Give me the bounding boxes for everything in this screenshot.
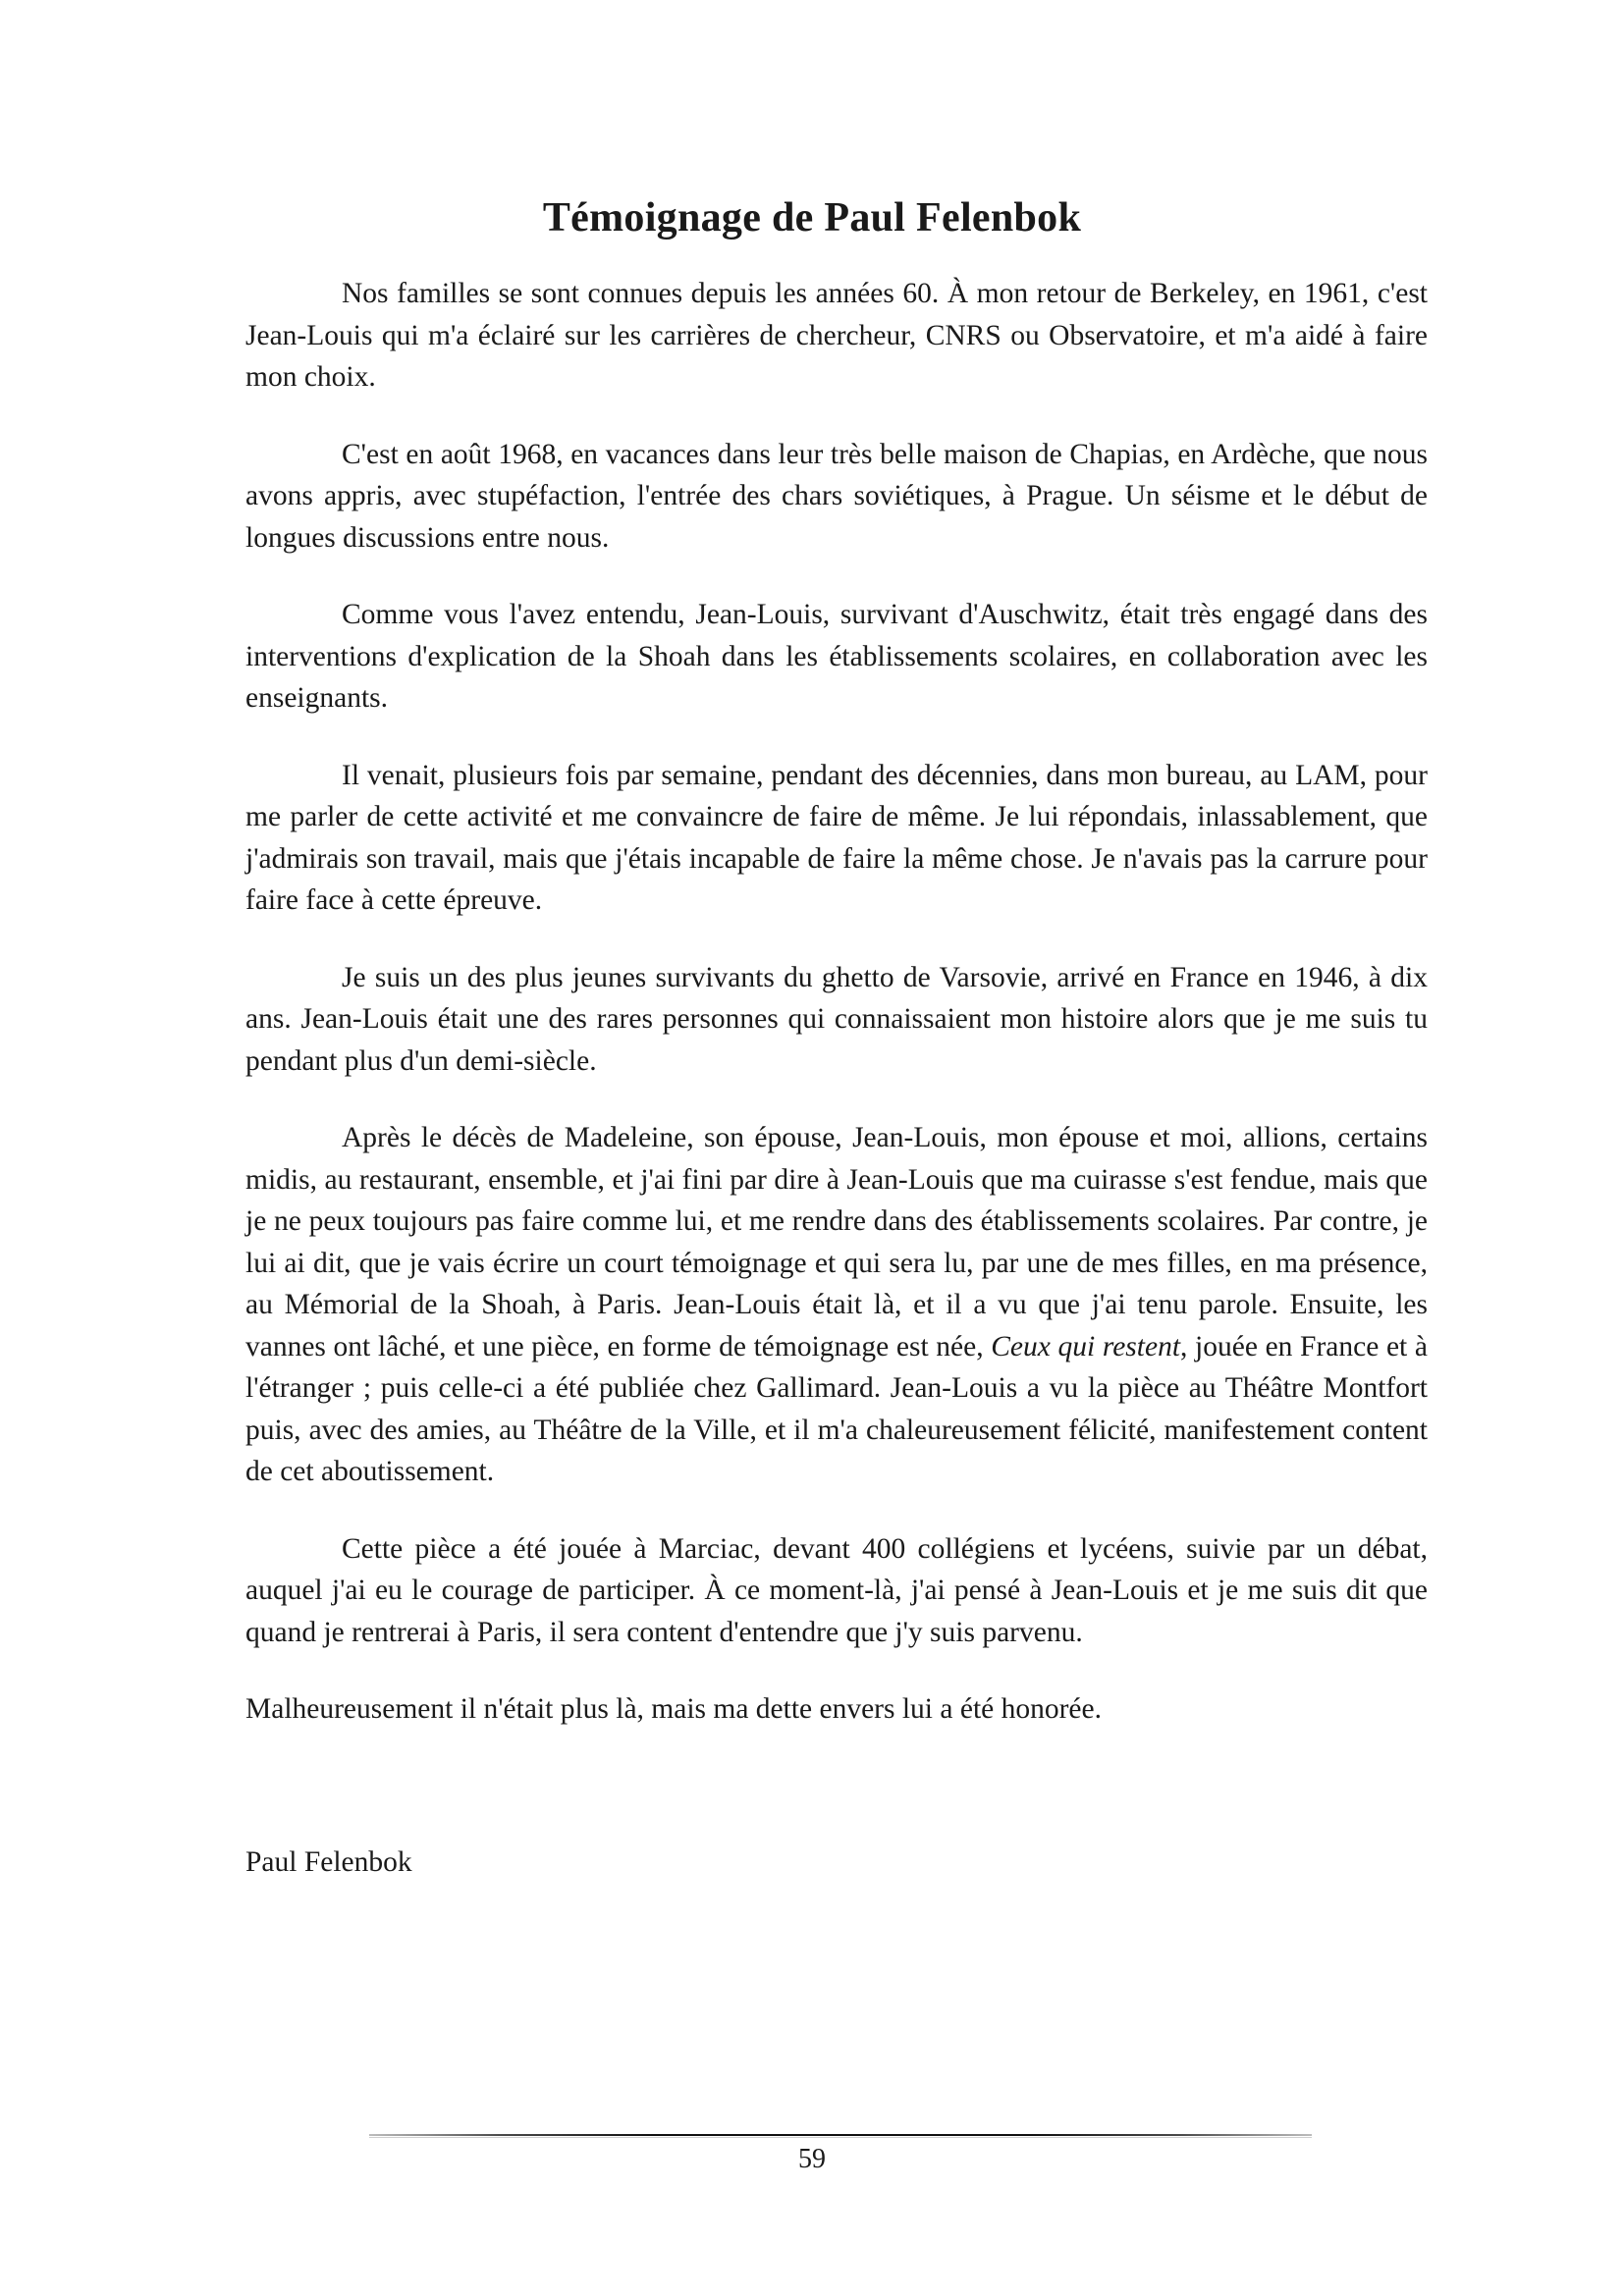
page-title: Témoignage de Paul Felenbok: [542, 195, 1082, 240]
page-number: 59: [798, 2144, 826, 2174]
footer-rule-underline: [369, 2137, 1312, 2138]
paragraph-3: Comme vous l'avez entendu, Jean-Louis, survivant d'Auschwitz, était très engagé dans des interventions d'explication de la Shoah dans les établissements scolaires, en collaboration avec les enseignants.: [245, 599, 1428, 714]
paragraph-2: C'est en août 1968, en vacances dans leur très belle maison de Chapias, en Ardèche, que nous avons appris, avec stupéfaction, l'entrée des chars soviétiques, à Prague. Un séisme et le début de longues discussions entre nous.: [245, 438, 1428, 554]
paragraph-6: [245, 1117, 1428, 1493]
paragraph-6-text-part-2: , jouée en France et à l'étranger ; puis celle-ci a été publiée chez Gallimard. Jean-Louis a vu la pièce au Théâtre Montfort puis, avec des amies, au Théâtre de la Ville, et il m'a chaleureusement félicité, manifestement content de cet aboutissement.: [245, 1330, 1428, 1487]
signature: Paul Felenbok: [245, 1846, 412, 1878]
footer-rule: [369, 2134, 1312, 2136]
paragraph-7: Cette pièce a été jouée à Marciac, devant 400 collégiens et lycéens, suivie par un débat, auquel j'ai eu le courage de participer. À ce moment-là, j'ai pensé à Jean-Louis et je me suis dit que quand je rentrerai à Paris, il sera content d'entendre que j'y suis parvenu.: [245, 1532, 1428, 1648]
body-text: [245, 273, 1428, 1731]
paragraph-5: Je suis un des plus jeunes survivants du ghetto de Varsovie, arrivé en France en 1946, à dix ans. Jean-Louis était une des rares personnes qui connaissaient mon histoire alors que je me suis tu pendant plus d'un demi-siècle.: [245, 961, 1428, 1077]
closing-line: Malheureusement il n'était plus là, mais ma dette envers lui a été honorée.: [245, 1693, 1102, 1725]
paragraph-4: Il venait, plusieurs fois par semaine, pendant des décennies, dans mon bureau, au LAM, pour me parler de cette activité et me convaincre de faire de même. Je lui répondais, inlassablement, que j'admirais son travail, mais que j'étais incapable de faire la même chose. Je n'avais pas la carrure pour faire face à cette épreuve.: [245, 759, 1428, 916]
paragraph-1: Nos familles se sont connues depuis les années 60. À mon retour de Berkeley, en 1961, c'est Jean-Louis qui m'a éclairé sur les carrières de chercheur, CNRS ou Observatoire, et m'a aidé à faire mon choix.: [245, 278, 1428, 393]
paragraph-6-text-part-1: Après le décès de Madeleine, son épouse, Jean-Louis, mon épouse et moi, allions, certains midis, au restaurant, ensemble, et j'ai fini par dire à Jean-Louis que ma cuirasse s'est fendue, mais que je ne peux toujours pas faire comme lui, et me rendre dans des établissements scolaires. Par contre, je lui ai dit, que je vais écrire un court témoignage et qui sera lu, par une de mes filles, en ma présence, au Mémorial de la Shoah, à Paris. Jean-Louis était là, et il a vu que j'ai tenu parole. Ensuite, les vannes ont lâché, et une pièce, en forme de témoignage est née,: [245, 1122, 1428, 1362]
play-title: Ceux qui restent: [991, 1330, 1181, 1362]
